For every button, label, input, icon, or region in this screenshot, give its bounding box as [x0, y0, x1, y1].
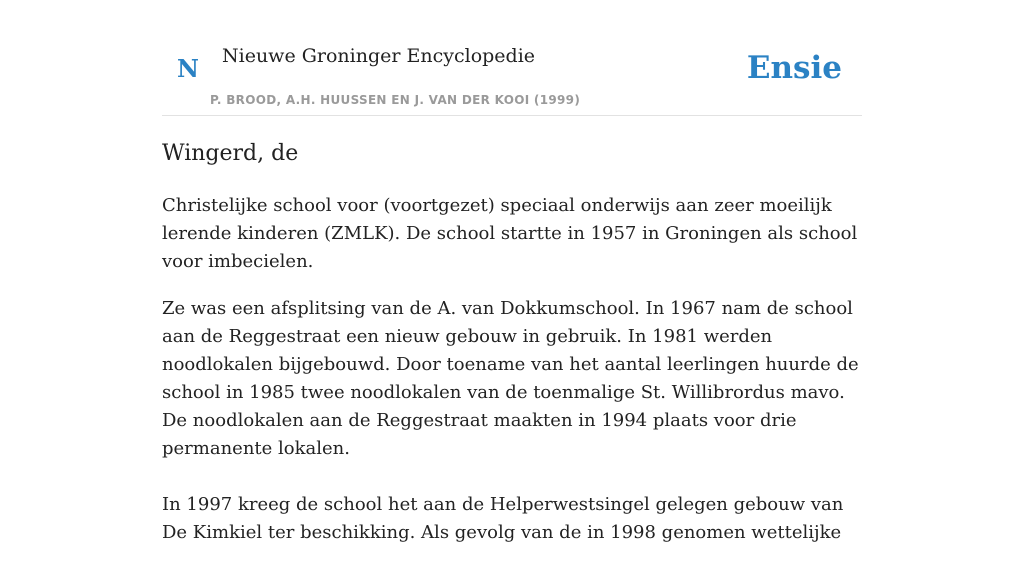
header [162, 0, 862, 116]
entry-content [162, 138, 866, 566]
ensie-logo-link[interactable]: Ensie [746, 50, 842, 86]
book-logo[interactable]: N [177, 54, 199, 83]
entry-paragraph: In 1997 kreeg de school het aan de Helperwestsingel gelegen gebouw van De Kimkiel ter beschikking. Als gevolg van de in 1998 genomen wettelijke [162, 494, 844, 543]
book-title-link[interactable]: Nieuwe Groninger Encyclopedie [222, 45, 536, 67]
book-authors: P. BROOD, A.H. HUUSSEN EN J. VAN DER KOOI (1999) [210, 93, 581, 107]
entry-paragraph: Christelijke school voor (voortgezet) speciaal onderwijs aan zeer moeilijk lerende kinderen (ZMLK). De school startte in 1957 in Groningen als school voor imbecielen. [162, 195, 858, 272]
entry-title: Wingerd, de [162, 141, 299, 166]
entry-paragraph: Ze was een afsplitsing van de A. van Dokkumschool. In 1967 nam de school aan de Reggestraat een nieuw gebouw in gebruik. In 1981 werden noodlokalen bijgebouwd. Door toename van het aantal leerlingen huurde de school in 1985 twee noodlokalen van de toenmalige St. Willibrordus mavo. De noodlokalen aan de Reggestraat maakten in 1994 plaats voor drie permanente lokalen. [162, 298, 859, 459]
